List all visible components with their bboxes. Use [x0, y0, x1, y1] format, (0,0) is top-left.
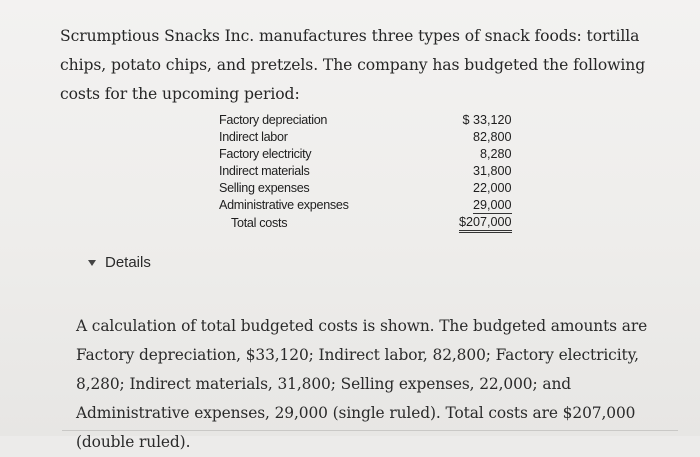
details-description: A calculation of total budgeted costs is shown. The budgeted amounts are Factory depreciation, $33,120; Indirect labor, 82,800; Factory electricity, 8,280; Indirect materials, 31,800; Selling expenses, 22,000; and Administrative expenses, 29,000 (single ruled). Total costs are $207,000 (double ruled).	[76, 317, 648, 452]
cost-amount: 82,800	[473, 130, 512, 144]
cost-label: Indirect materials	[219, 164, 310, 178]
cost-amount: 22,000	[473, 181, 512, 195]
divider	[62, 430, 678, 431]
cost-table	[219, 112, 512, 233]
cost-amount: $ 33,120	[462, 113, 512, 127]
problem-statement: Scrumptious Snacks Inc. manufactures three types of snack foods: tortilla chips, potato chips, and pretzels. The company has budgeted the following costs for the upcoming period:	[60, 26, 646, 103]
table-row	[219, 214, 512, 233]
cost-amount: 8,280	[480, 147, 512, 161]
cost-amount: 31,800	[473, 164, 512, 178]
cost-label: Total costs	[231, 216, 288, 230]
cost-label: Administrative expenses	[219, 198, 349, 212]
table-row	[219, 163, 512, 180]
table-row	[219, 146, 512, 163]
table-row	[219, 180, 512, 197]
details-label: Details	[105, 254, 151, 271]
table-row	[219, 112, 512, 129]
cost-label: Factory electricity	[219, 147, 312, 161]
caret-down-icon	[88, 260, 96, 266]
cost-label: Factory depreciation	[219, 113, 328, 127]
details-toggle[interactable]	[88, 254, 151, 271]
cost-amount: $207,000	[459, 215, 512, 233]
cost-label: Selling expenses	[219, 181, 310, 195]
table-row	[219, 197, 512, 214]
cost-amount: 29,000	[473, 198, 512, 212]
table-row	[219, 129, 512, 146]
cost-label: Indirect labor	[219, 130, 288, 144]
